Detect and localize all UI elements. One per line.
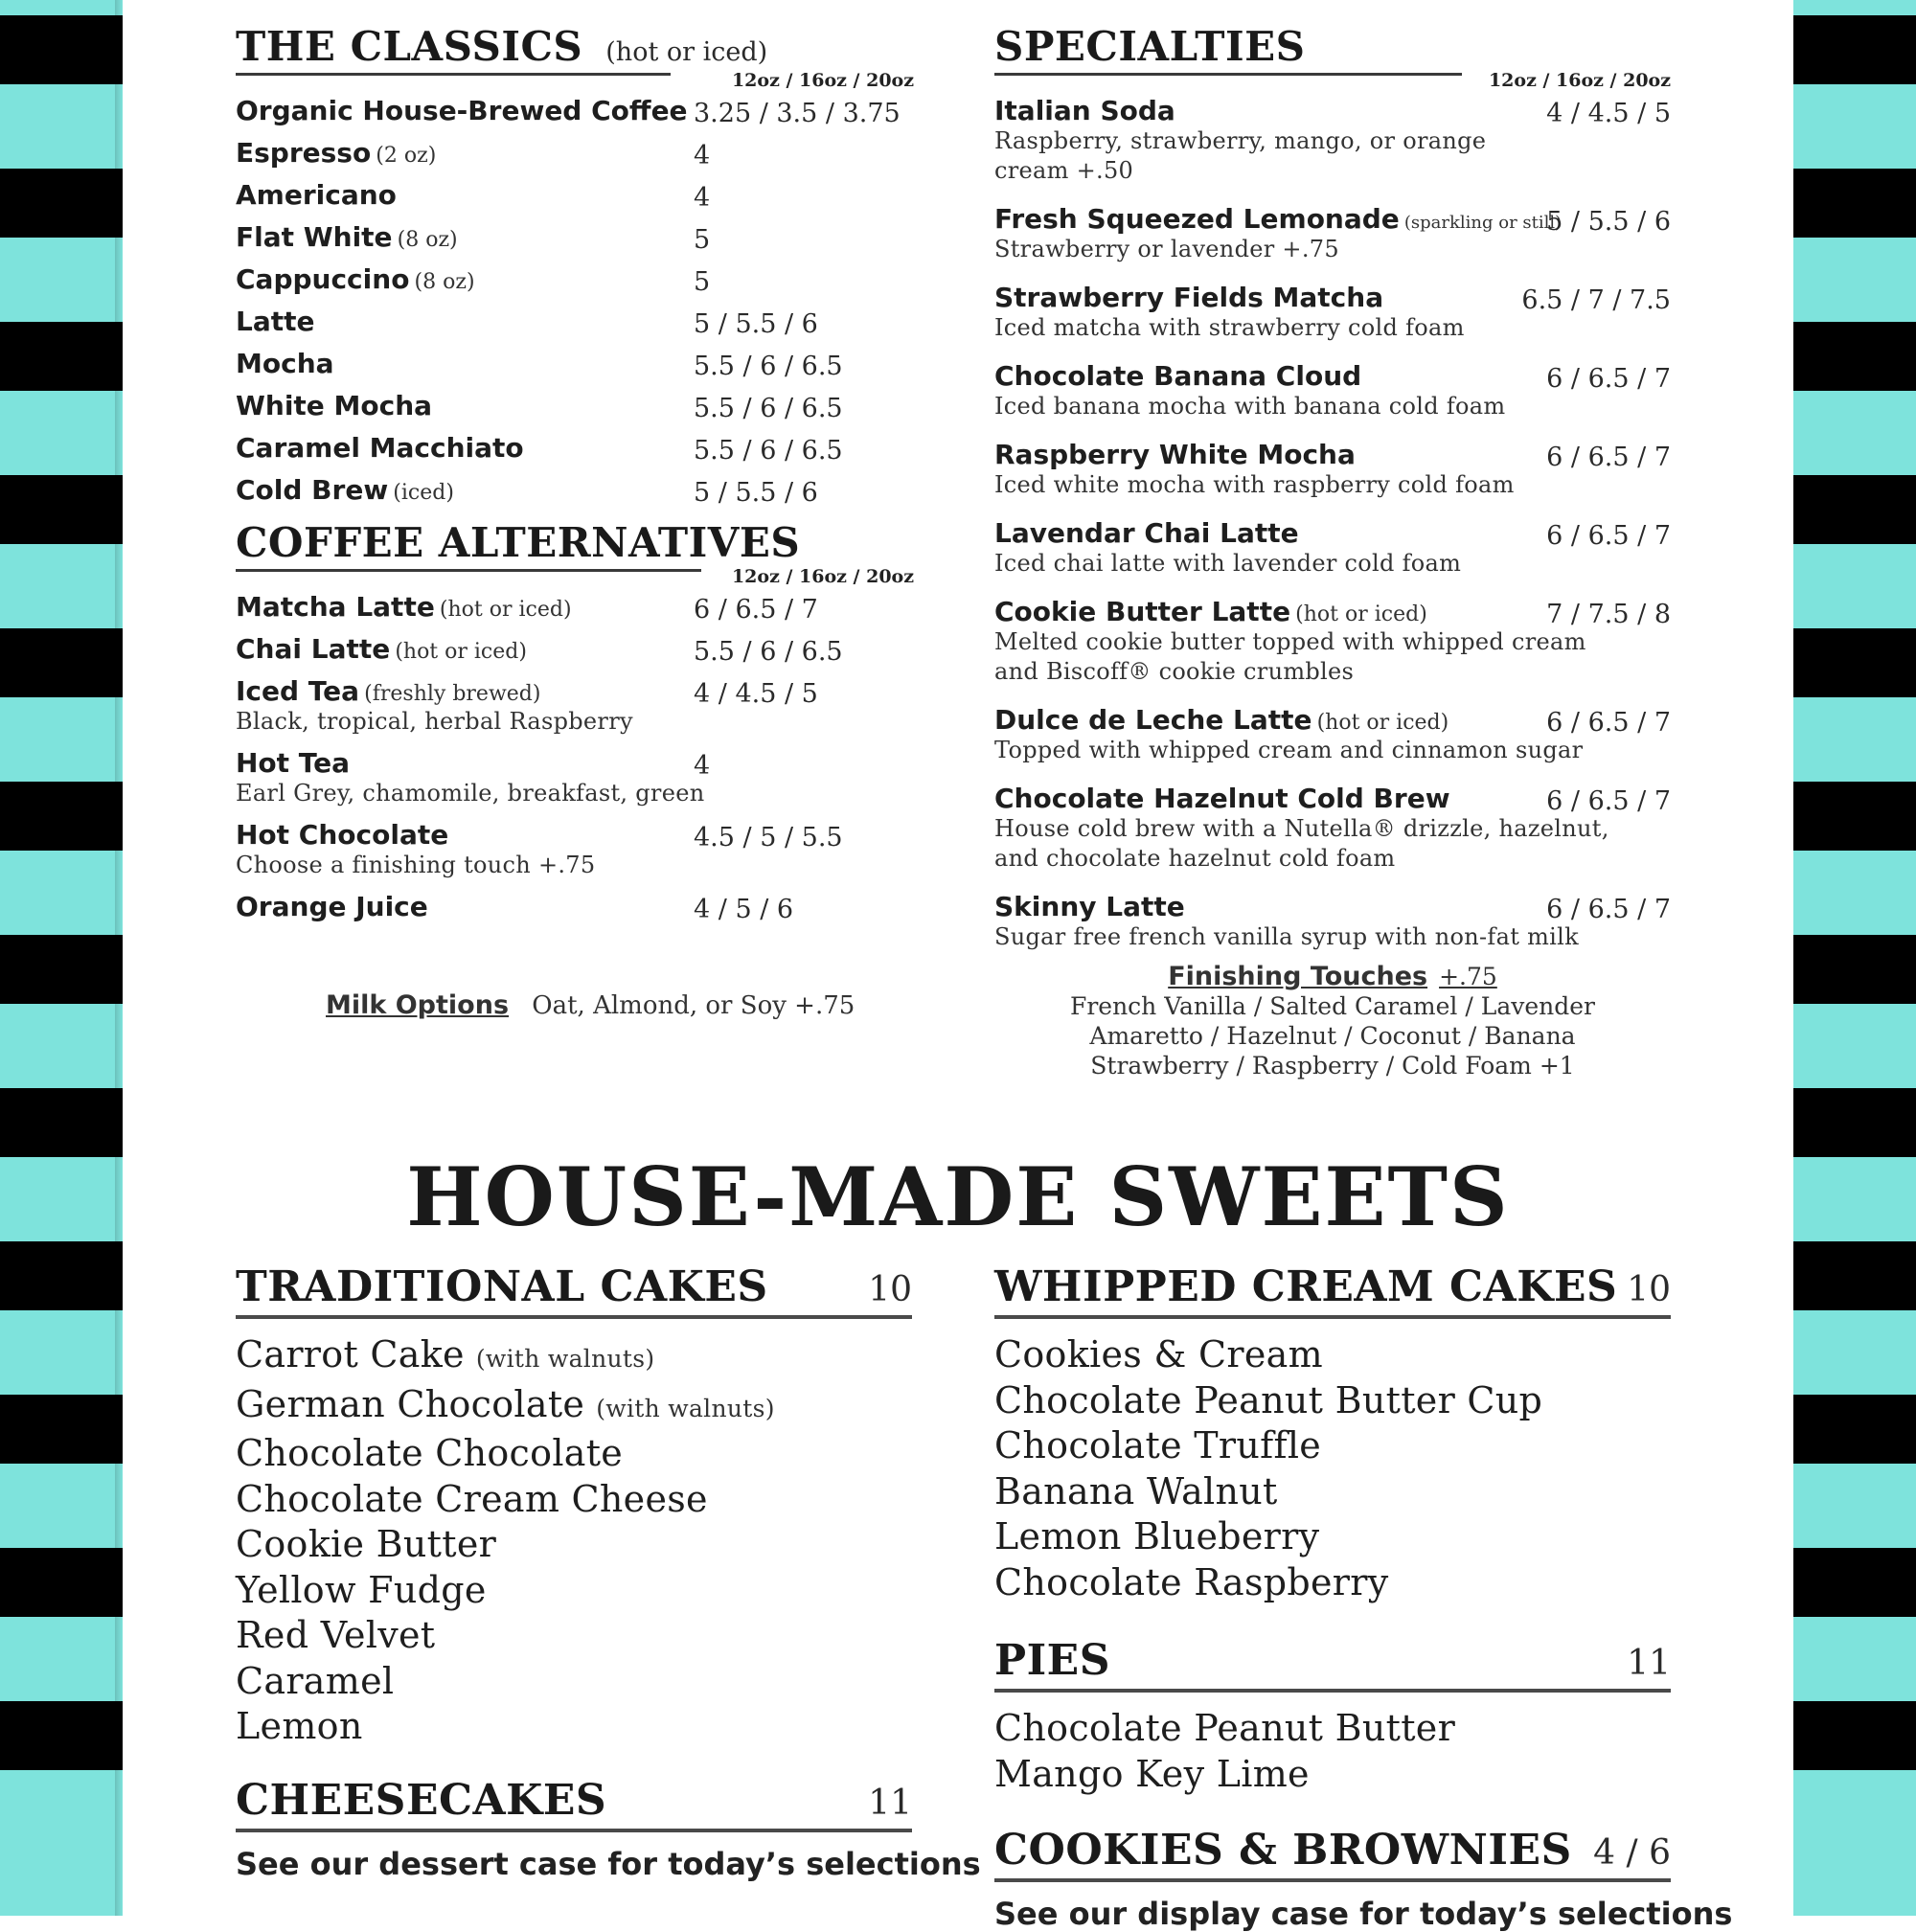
cookies-brownies-note: See our display case for today’s selections [994, 1896, 1733, 1932]
specialties-rule [994, 73, 1462, 76]
menu-item [994, 596, 1671, 687]
item-price: 6 / 6.5 / 7 [1546, 443, 1671, 472]
menu-item [994, 783, 1671, 874]
menu-item [236, 633, 914, 665]
item-price: 5.5 / 6 / 6.5 [694, 394, 843, 423]
item-name: Cookie Butter [236, 1523, 497, 1565]
item-price: 6 / 6.5 / 7 [1546, 786, 1671, 816]
menu-item [236, 348, 914, 379]
cheesecakes-title: CHEESECAKES [236, 1776, 607, 1825]
menu-item [236, 747, 914, 808]
finishing-touches-line: Amaretto / Hazelnut / Coconut / Banana [1089, 1022, 1576, 1050]
classics-title: THE CLASSICS [236, 23, 583, 70]
item-price: 4 [694, 141, 711, 170]
item-description: House cold brew with a Nutella® drizzle, hazelnut, [994, 815, 1609, 842]
menu-item [236, 432, 914, 464]
item-note: (with walnuts) [596, 1394, 775, 1422]
item-name: Cookie Butter Latte [994, 596, 1291, 627]
list-item: Mango Key Lime [994, 1752, 1310, 1795]
item-name: Italian Soda [994, 95, 1175, 126]
menu-item [236, 390, 914, 421]
item-name: Chocolate Chocolate [236, 1432, 624, 1474]
pies-header [994, 1636, 1671, 1693]
item-name: Chocolate Hazelnut Cold Brew [994, 783, 1450, 814]
item-name: Organic House-Brewed Coffee [236, 95, 688, 126]
cookies-brownies-title: COOKIES & BROWNIES [994, 1826, 1572, 1875]
list-item: Chocolate Raspberry [994, 1560, 1389, 1603]
cheesecakes-section [236, 1776, 981, 1882]
finishing-touches-price: +.75 [1439, 963, 1497, 990]
item-price: 4 / 4.5 / 5 [1546, 99, 1671, 128]
list-item [236, 1477, 912, 1523]
menu-item [994, 95, 1671, 186]
menu-item [994, 360, 1671, 421]
item-name: Chocolate Cream Cheese [236, 1477, 708, 1520]
item-name: Espresso [236, 137, 372, 169]
cheesecakes-header [236, 1776, 912, 1832]
menu-item [236, 675, 914, 737]
item-name: Carrot Cake [236, 1333, 465, 1375]
item-name: Hot Tea [236, 747, 351, 779]
whipped-cream-cakes-header [994, 1262, 1671, 1319]
item-description: Iced matcha with strawberry cold foam [994, 314, 1465, 341]
list-item: Chocolate Truffle [994, 1424, 1322, 1466]
item-note: (hot or iced) [1316, 711, 1449, 735]
pies-section [994, 1636, 1671, 1797]
item-description: Raspberry, strawberry, mango, or orange [994, 127, 1487, 154]
milk-options-text: Oat, Almond, or Soy +.75 [532, 991, 855, 1020]
item-price: 5 / 5.5 / 6 [694, 309, 818, 339]
menu-item [994, 439, 1671, 500]
item-note: (sparkling or still) [1403, 213, 1562, 233]
item-price: 4 / 4.5 / 5 [694, 679, 818, 709]
right-drinks-column [994, 23, 1671, 969]
item-price: 4.5 / 5 / 5.5 [694, 823, 843, 852]
alternatives-rule [236, 569, 701, 572]
item-name: Americano [236, 179, 397, 211]
item-price: 5.5 / 6 / 6.5 [694, 352, 843, 381]
item-description: cream +.50 [994, 157, 1134, 184]
whipped-cream-cakes-price: 10 [1627, 1270, 1671, 1309]
whipped-cream-cakes-list [994, 1332, 1671, 1605]
menu-item [236, 306, 914, 337]
item-description: Black, tropical, herbal Raspberry [236, 708, 633, 735]
menu-item [236, 474, 914, 506]
item-price: 5.5 / 6 / 6.5 [694, 436, 843, 466]
traditional-cakes-section [236, 1262, 912, 1750]
item-note: (iced) [393, 481, 454, 505]
item-price: 6 / 6.5 / 7 [1546, 708, 1671, 738]
item-note: (hot or iced) [1295, 602, 1427, 626]
menu-item [236, 179, 914, 211]
item-price: 4 [694, 751, 711, 781]
finishing-touches-line: French Vanilla / Salted Caramel / Lavender [1069, 992, 1595, 1020]
list-item [236, 1613, 912, 1659]
item-description: Earl Grey, chamomile, breakfast, green [236, 780, 705, 807]
traditional-cakes-title: TRADITIONAL CAKES [236, 1262, 768, 1311]
traditional-cakes-list [236, 1332, 912, 1750]
classics-list [236, 95, 914, 506]
cookies-brownies-price: 4 / 6 [1593, 1833, 1671, 1873]
item-name: Matcha Latte [236, 591, 435, 623]
item-name: Mocha [236, 348, 334, 379]
left-stripe-border [0, 0, 123, 1916]
cheesecakes-price: 11 [868, 1784, 912, 1823]
item-name: Iced Tea [236, 675, 360, 707]
item-description: Sugar free french vanilla syrup with non-fat milk [994, 923, 1579, 950]
finishing-touches-header [994, 962, 1671, 991]
menu-item [994, 704, 1671, 765]
cookies-brownies-section [994, 1826, 1733, 1932]
alternatives-header [236, 519, 914, 566]
item-name: Strawberry Fields Matcha [994, 282, 1384, 313]
item-price: 5 / 5.5 / 6 [694, 478, 818, 508]
specialties-title: SPECIALTIES [994, 23, 1306, 70]
menu-item [236, 591, 914, 623]
menu-item [994, 891, 1671, 952]
list-item [236, 1332, 912, 1382]
item-name: Yellow Fudge [236, 1568, 487, 1611]
milk-options-label: Milk Options [326, 990, 510, 1020]
traditional-cakes-header [236, 1262, 912, 1319]
finishing-touches-line: Strawberry / Raspberry / Cold Foam +1 [1090, 1052, 1575, 1080]
item-name: Caramel [236, 1659, 395, 1702]
specialties-header [994, 23, 1671, 70]
left-drinks-column [236, 23, 914, 933]
item-name: Raspberry White Mocha [994, 439, 1356, 470]
whipped-cream-cakes-title: WHIPPED CREAM CAKES [994, 1262, 1618, 1311]
item-name: Lavendar Chai Latte [994, 517, 1299, 549]
menu-item [236, 221, 914, 253]
item-name: White Mocha [236, 390, 433, 421]
alternatives-sizes: 12oz / 16oz / 20oz [731, 566, 914, 587]
traditional-cakes-price: 10 [868, 1270, 912, 1309]
item-price: 6 / 6.5 / 7 [1546, 364, 1671, 394]
item-name: Fresh Squeezed Lemonade [994, 203, 1400, 235]
cheesecakes-note: See our dessert case for today’s selections [236, 1846, 981, 1882]
list-item: Chocolate Peanut Butter Cup [994, 1378, 1543, 1421]
list-item [236, 1382, 912, 1432]
item-description: Melted cookie butter topped with whipped cream [994, 628, 1586, 655]
item-name: Caramel Macchiato [236, 432, 524, 464]
item-price: 7 / 7.5 / 8 [1546, 600, 1671, 629]
item-note: (8 oz) [414, 270, 475, 294]
item-name: Chocolate Banana Cloud [994, 360, 1362, 392]
item-description: and chocolate hazelnut cold foam [994, 845, 1396, 872]
item-description: Iced white mocha with raspberry cold foam [994, 471, 1515, 498]
item-name: Latte [236, 306, 315, 337]
item-name: Red Velvet [236, 1614, 436, 1656]
menu-item [236, 263, 914, 295]
item-description: Choose a finishing touch +.75 [236, 852, 596, 878]
alternatives-list [236, 591, 914, 922]
item-description: Topped with whipped cream and cinnamon sugar [994, 737, 1584, 763]
alternatives-title: COFFEE ALTERNATIVES [236, 519, 801, 566]
item-description: Iced banana mocha with banana cold foam [994, 393, 1506, 420]
item-name: Hot Chocolate [236, 819, 449, 851]
specialties-list [994, 95, 1671, 952]
item-price: 3.25 / 3.5 / 3.75 [694, 99, 901, 128]
item-price: 5.5 / 6 / 6.5 [694, 637, 843, 667]
item-note: (with walnuts) [475, 1345, 655, 1373]
item-name: Orange Juice [236, 891, 428, 922]
menu-item [994, 282, 1671, 343]
item-price: 4 / 5 / 6 [694, 895, 794, 924]
item-note: (freshly brewed) [364, 682, 541, 706]
list-item: Banana Walnut [994, 1469, 1278, 1512]
classics-subtitle: (hot or iced) [605, 37, 768, 67]
item-name: Skinny Latte [994, 891, 1185, 922]
pies-list [994, 1706, 1671, 1797]
milk-options [326, 990, 855, 1020]
item-price: 5 / 5.5 / 6 [1546, 207, 1671, 237]
item-name: German Chocolate [236, 1382, 585, 1425]
cookies-brownies-header [994, 1826, 1671, 1882]
menu-item [236, 819, 914, 880]
classics-header [236, 23, 914, 70]
classics-sizes: 12oz / 16oz / 20oz [731, 70, 914, 91]
list-item [236, 1522, 912, 1568]
item-price: 6 / 6.5 / 7 [694, 595, 818, 625]
classics-rule [236, 73, 671, 76]
item-note: (8 oz) [397, 228, 458, 252]
item-description: Iced chai latte with lavender cold foam [994, 550, 1462, 577]
item-note: (2 oz) [376, 144, 437, 168]
item-name: Dulce de Leche Latte [994, 704, 1312, 736]
menu-item [236, 891, 914, 922]
finishing-touches [994, 962, 1671, 1080]
whipped-cream-cakes-section [994, 1262, 1671, 1605]
list-item [236, 1431, 912, 1477]
menu-item [994, 517, 1671, 579]
sweets-title: HOUSE-MADE SWEETS [406, 1149, 1510, 1244]
right-stripe-border [1793, 0, 1916, 1916]
item-name: Flat White [236, 221, 393, 253]
item-price: 5 [694, 267, 711, 297]
pies-title: PIES [994, 1636, 1110, 1685]
menu-item [236, 137, 914, 169]
item-name: Lemon [236, 1705, 363, 1747]
list-item [236, 1704, 912, 1750]
item-note: (hot or iced) [395, 640, 527, 664]
item-price: 6 / 6.5 / 7 [1546, 895, 1671, 924]
item-name: Cappuccino [236, 263, 410, 295]
item-price: 4 [694, 183, 711, 213]
item-name: Chai Latte [236, 633, 391, 665]
item-price: 6.5 / 7 / 7.5 [1521, 285, 1671, 315]
pies-price: 11 [1627, 1644, 1671, 1683]
item-description: Strawberry or lavender +.75 [994, 236, 1339, 262]
specialties-sizes: 12oz / 16oz / 20oz [1488, 70, 1671, 91]
menu-item [994, 203, 1671, 264]
item-price: 5 [694, 225, 711, 255]
list-item: Chocolate Peanut Butter [994, 1707, 1456, 1749]
menu-item [236, 95, 914, 126]
finishing-touches-label: Finishing Touches [1168, 962, 1428, 991]
list-item: Cookies & Cream [994, 1333, 1323, 1375]
item-description: and Biscoff® cookie crumbles [994, 658, 1355, 685]
item-name: Cold Brew [236, 474, 389, 506]
item-price: 6 / 6.5 / 7 [1546, 521, 1671, 551]
list-item [236, 1659, 912, 1705]
item-note: (hot or iced) [439, 598, 572, 622]
list-item: Lemon Blueberry [994, 1515, 1320, 1557]
list-item [236, 1568, 912, 1614]
